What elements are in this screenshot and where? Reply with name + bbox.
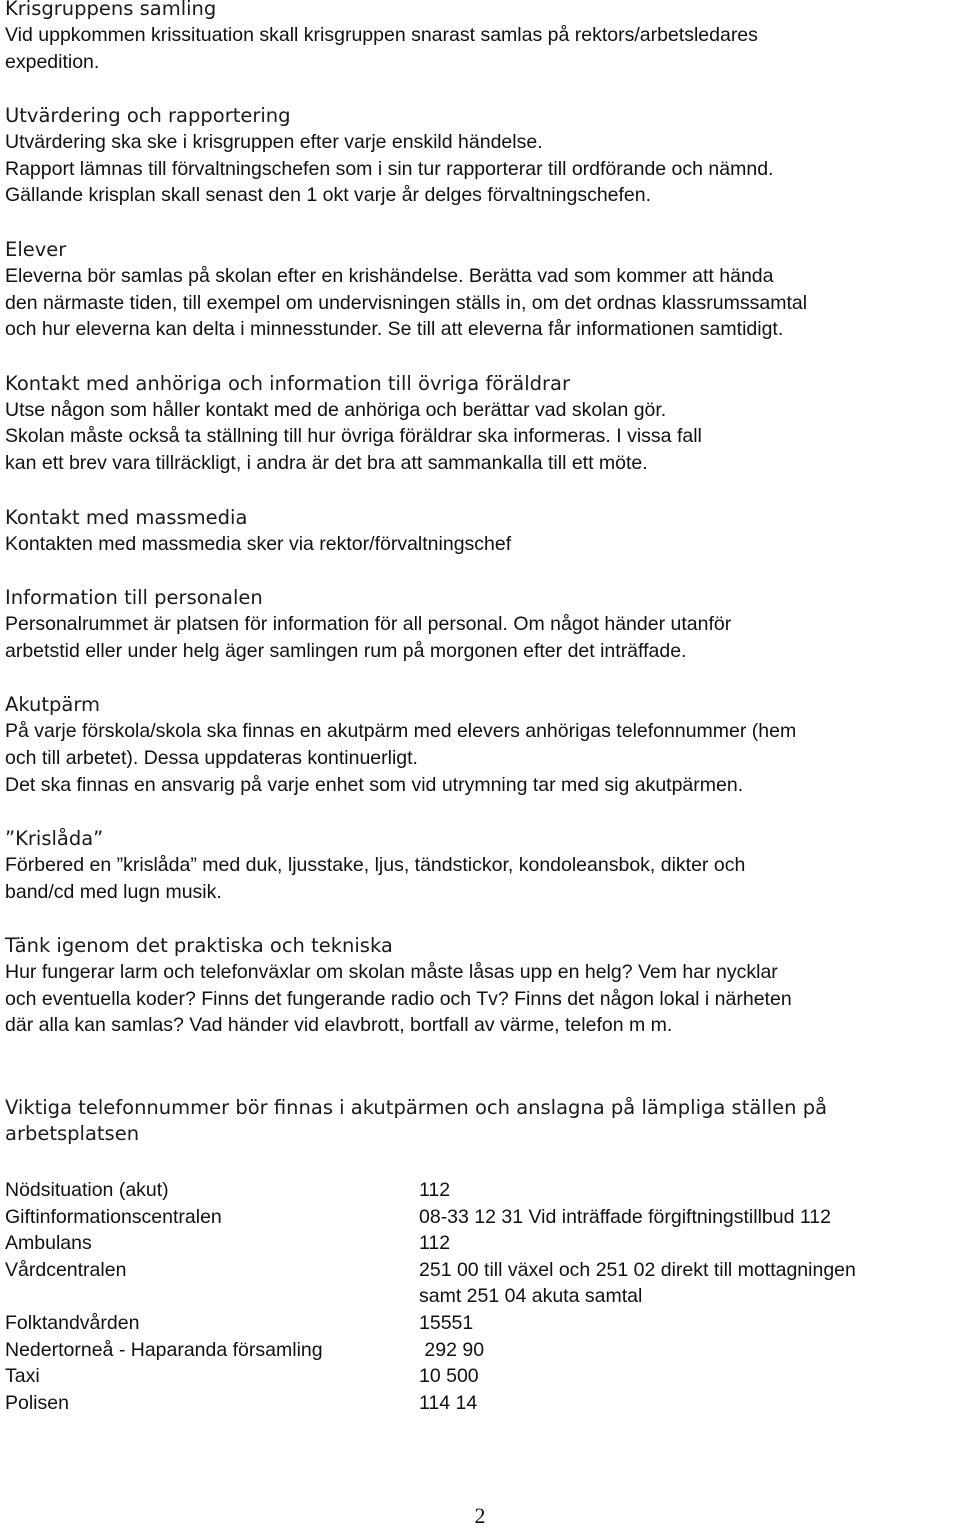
phone-number: 114 14 [419,1391,478,1414]
phone-row [5,1283,955,1310]
section-heading: Krisgruppens samling [5,0,217,20]
phone-row [5,1230,955,1257]
page-number: 2 [474,1503,486,1528]
paragraph-line: Kontakten med massmedia sker via rektor/förvaltningschef [5,532,512,555]
paragraph-line: Förbered en ”krislåda” med duk, ljusstake, ljus, tändstickor, kondoleansbok, dikter och [5,854,746,877]
paragraph-line: Utvärdering ska ske i krisgruppen efter varje enskild händelse. [5,131,543,154]
phone-number: 112 [419,1179,451,1202]
phone-name: Taxi [5,1365,40,1388]
section-heading: Elever [5,237,67,261]
paragraph-line: Utse någon som håller kontakt med de anhöriga och berättar vad skolan gör. [5,398,667,421]
phone-number: 112 [419,1232,451,1255]
paragraph-line: och hur eleverna kan delta i minnesstunder. Se till att eleverna får informationen samtidigt. [5,318,784,341]
section-akutparm [5,692,955,798]
section-krislada [5,826,955,905]
paragraph-line: Vid uppkommen krissituation skall krisgruppen snarast samlas på rektors/arbetsledares [5,24,758,46]
section-elever [5,237,955,343]
paragraph-line: Gällande krisplan skall senast den 1 okt varje år delges förvaltningschefen. [5,184,652,207]
phone-row [5,1257,955,1284]
section-heading: Kontakt med anhöriga och information till övriga föräldrar [5,371,570,395]
phone-number: 10 500 [419,1365,479,1388]
phone-row [5,1204,955,1231]
section-kontakt-massmedia [5,505,955,558]
phone-row [5,1390,955,1417]
paragraph-line: Personalrummet är platsen för information för all personal. Om något händer utanför [5,613,732,636]
section-heading: Kontakt med massmedia [5,505,248,529]
paragraph-line: Hur fungerar larm och telefonväxlar om skolan måste låsas upp en helg? Vem har nycklar [5,961,778,984]
phone-name [5,1283,419,1310]
section-krisgruppens-samling [5,0,955,75]
paragraph-line: expedition. [5,50,100,73]
section-heading: Akutpärm [5,693,101,717]
phone-name: Ambulans [5,1232,92,1255]
paragraph-line: kan ett brev vara tillräckligt, i andra är det bra att sammankalla till ett möte. [5,451,648,474]
paragraph-line: den närmaste tiden, till exempel om undervisningen ställs in, om det ordnas klassrumssamtal [5,291,808,314]
section-kontakt-anhoriga [5,371,955,477]
phone-number: 251 00 till växel och 251 02 direkt till mottagningen [419,1258,856,1281]
phone-number: samt 251 04 akuta samtal [419,1285,643,1308]
phone-name: Vårdcentralen [5,1258,127,1281]
paragraph-line: På varje förskola/skola ska finnas en akutpärm med elevers anhörigas telefonnummer (hem [5,720,797,743]
paragraph-line: Det ska finnas en ansvarig på varje enhet som vid utrymning tar med sig akutpärmen. [5,773,744,796]
paragraph-line: Rapport lämnas till förvaltningschefen som i sin tur rapporterar till ordförande och nämnd. [5,157,774,180]
paragraph-line: och till arbetet). Dessa uppdateras kontinuerligt. [5,746,418,769]
phone-number: 08-33 12 31 Vid inträffade förgiftningstillbud 112 [419,1205,831,1228]
section-praktiska-tekniska [5,933,955,1039]
paragraph-line: Eleverna bör samlas på skolan efter en krishändelse. Berätta vad som kommer att hända [5,264,774,287]
phone-name: Nedertorneå - Haparanda församling [5,1338,323,1361]
phones-intro-line: Viktiga telefonnummer bör finnas i akutpärmen och anslagna på lämpliga ställen på [5,1096,828,1120]
phones-intro [5,1095,955,1147]
phone-row [5,1177,955,1204]
paragraph-line: band/cd med lugn musik. [5,880,222,903]
phone-name: Nödsituation (akut) [5,1179,169,1202]
phone-number: 15551 [419,1312,474,1335]
phones-intro-line: arbetsplatsen [5,1122,140,1146]
phone-name: Giftinformationscentralen [5,1205,222,1228]
section-heading: Information till personalen [5,586,263,610]
document-page [5,0,955,1416]
paragraph-line: Skolan måste också ta ställning till hur övriga föräldrar ska informeras. I vissa fall [5,425,702,448]
phone-number: 292 90 [419,1338,485,1361]
phone-name: Folktandvården [5,1312,140,1335]
phone-row [5,1363,955,1390]
phone-list [5,1177,955,1416]
paragraph-line: och eventuella koder? Finns det fungerande radio och Tv? Finns det någon lokal i närheten [5,987,792,1010]
phone-row [5,1310,955,1337]
section-heading: Tänk igenom det praktiska och tekniska [5,934,393,958]
section-utvardering [5,103,955,209]
section-information-personalen [5,585,955,664]
section-heading: Utvärdering och rapportering [5,104,291,128]
paragraph-line: där alla kan samlas? Vad händer vid elavbrott, bortfall av värme, telefon m m. [5,1014,673,1037]
paragraph-line: arbetstid eller under helg äger samlingen rum på morgonen efter det inträffade. [5,639,687,662]
phone-row [5,1337,955,1364]
section-heading: ”Krislåda” [5,827,104,851]
phone-name: Polisen [5,1391,69,1414]
